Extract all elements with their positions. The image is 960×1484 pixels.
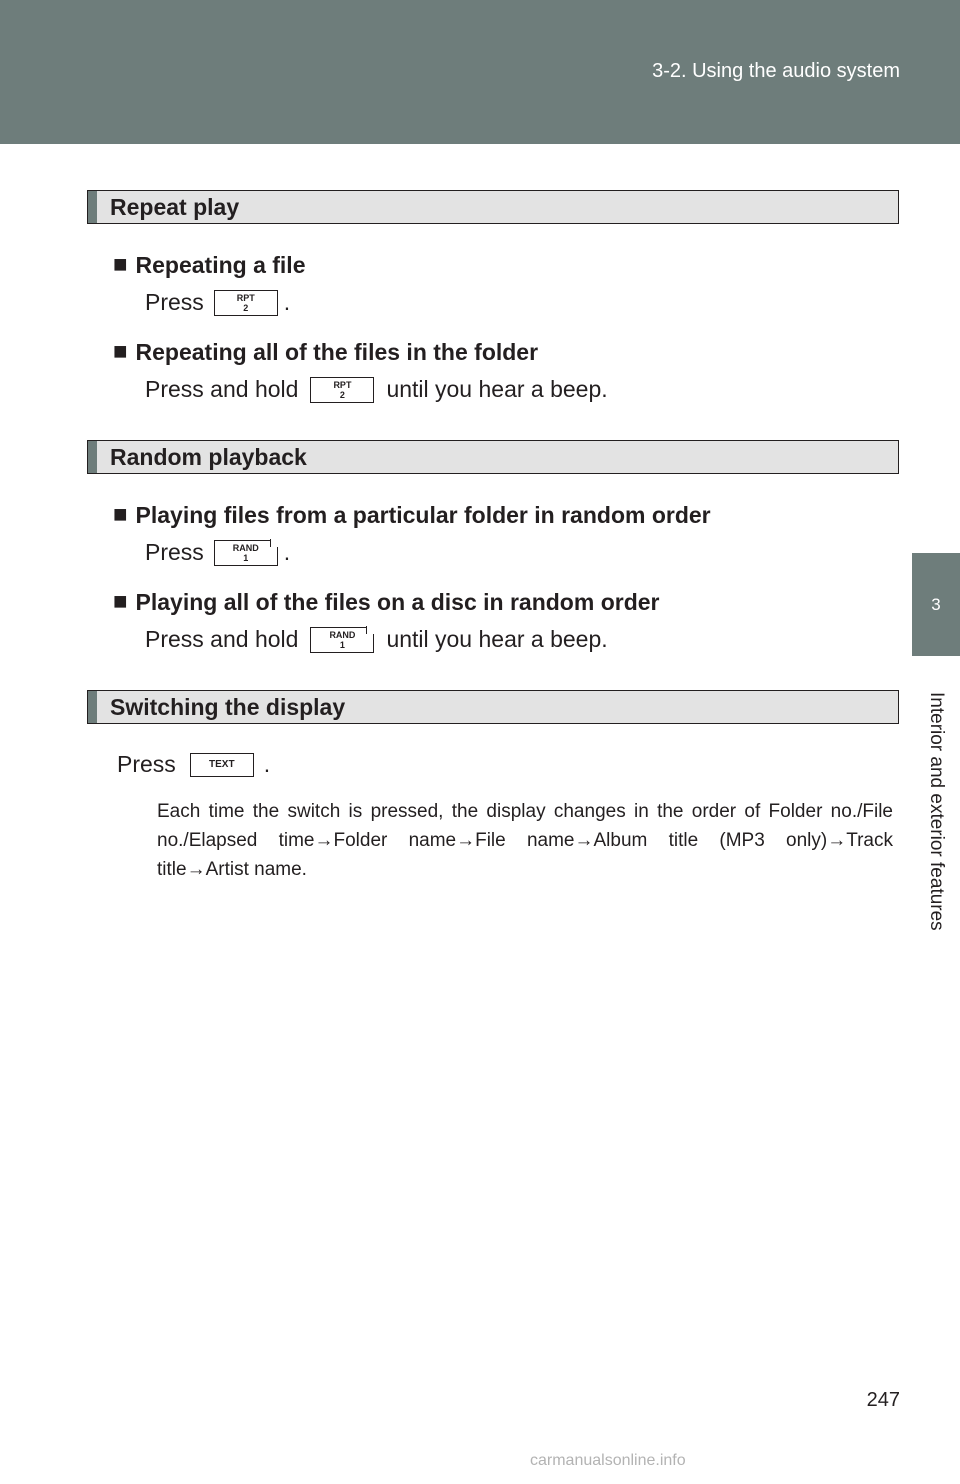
instruction-text: .	[283, 539, 291, 565]
section-title: Switching the display	[110, 693, 346, 720]
section-bar-switching-display	[87, 690, 899, 724]
instruction-text: until you hear a beep.	[386, 626, 608, 652]
instruction-text: Press	[117, 751, 176, 777]
instruction-text: .	[283, 289, 291, 315]
heading-text: Repeating a file	[135, 251, 306, 278]
instruction-line	[145, 376, 608, 403]
instruction-line	[117, 751, 270, 778]
rand-button-number: 1	[339, 639, 345, 650]
rpt-button-icon	[310, 377, 374, 403]
bullet-square-icon: ■	[113, 338, 128, 365]
heading-random-disc	[113, 588, 660, 616]
instruction-text: .	[263, 751, 271, 777]
instruction-text: until you hear a beep.	[386, 376, 608, 402]
heading-text: Playing all of the files on a disc in random order	[135, 588, 660, 615]
bullet-square-icon: ■	[113, 588, 128, 615]
instruction-line	[145, 626, 608, 653]
text-button-icon	[190, 753, 254, 777]
rpt-button-number: 2	[339, 389, 345, 400]
display-order-description: Each time the switch is pressed, the display changes in the order of Folder no./File no./Elapsed time→Folder name→File name→Album title (MP3 only)→Track title→Artist name.	[157, 801, 893, 880]
instruction-text: Press	[145, 289, 204, 315]
section-title: Repeat play	[110, 193, 240, 220]
rpt-button-number: 2	[243, 302, 249, 313]
rand-button-number: 1	[243, 552, 249, 563]
heading-repeating-a-file	[113, 251, 305, 279]
section-breadcrumb: 3-2. Using the audio system	[652, 60, 900, 82]
bullet-square-icon: ■	[113, 501, 128, 528]
chapter-number-tab: 3	[912, 553, 960, 656]
instruction-text: Press	[145, 539, 204, 565]
page-number: 247	[866, 1389, 900, 1411]
section-bar-random-playback	[87, 440, 899, 474]
rand-button-label: RAND	[329, 629, 356, 640]
rand-button-label: RAND	[232, 542, 259, 553]
section-bar-repeat-play	[87, 190, 899, 224]
rpt-button-label: RPT	[333, 379, 352, 390]
rpt-button-label: RPT	[236, 292, 255, 303]
chapter-title: Interior and exterior features	[926, 691, 947, 931]
heading-random-folder	[113, 501, 711, 529]
chapter-title-tab	[912, 656, 960, 966]
text-button-label: TEXT	[209, 758, 235, 770]
bullet-square-icon: ■	[113, 251, 128, 278]
heading-text: Repeating all of the files in the folder	[135, 338, 539, 365]
instruction-line	[145, 539, 290, 566]
watermark: carmanualsonline.info	[530, 1452, 686, 1469]
heading-repeating-all-files	[113, 338, 538, 366]
instruction-line	[145, 289, 290, 316]
rand-button-icon	[310, 627, 374, 653]
instruction-text: Press and hold	[145, 626, 299, 652]
section-title: Random playback	[110, 443, 307, 470]
rand-button-icon	[214, 540, 278, 566]
heading-text: Playing files from a particular folder in random order	[135, 501, 711, 528]
instruction-text: Press and hold	[145, 376, 299, 402]
rpt-button-icon	[214, 290, 278, 316]
